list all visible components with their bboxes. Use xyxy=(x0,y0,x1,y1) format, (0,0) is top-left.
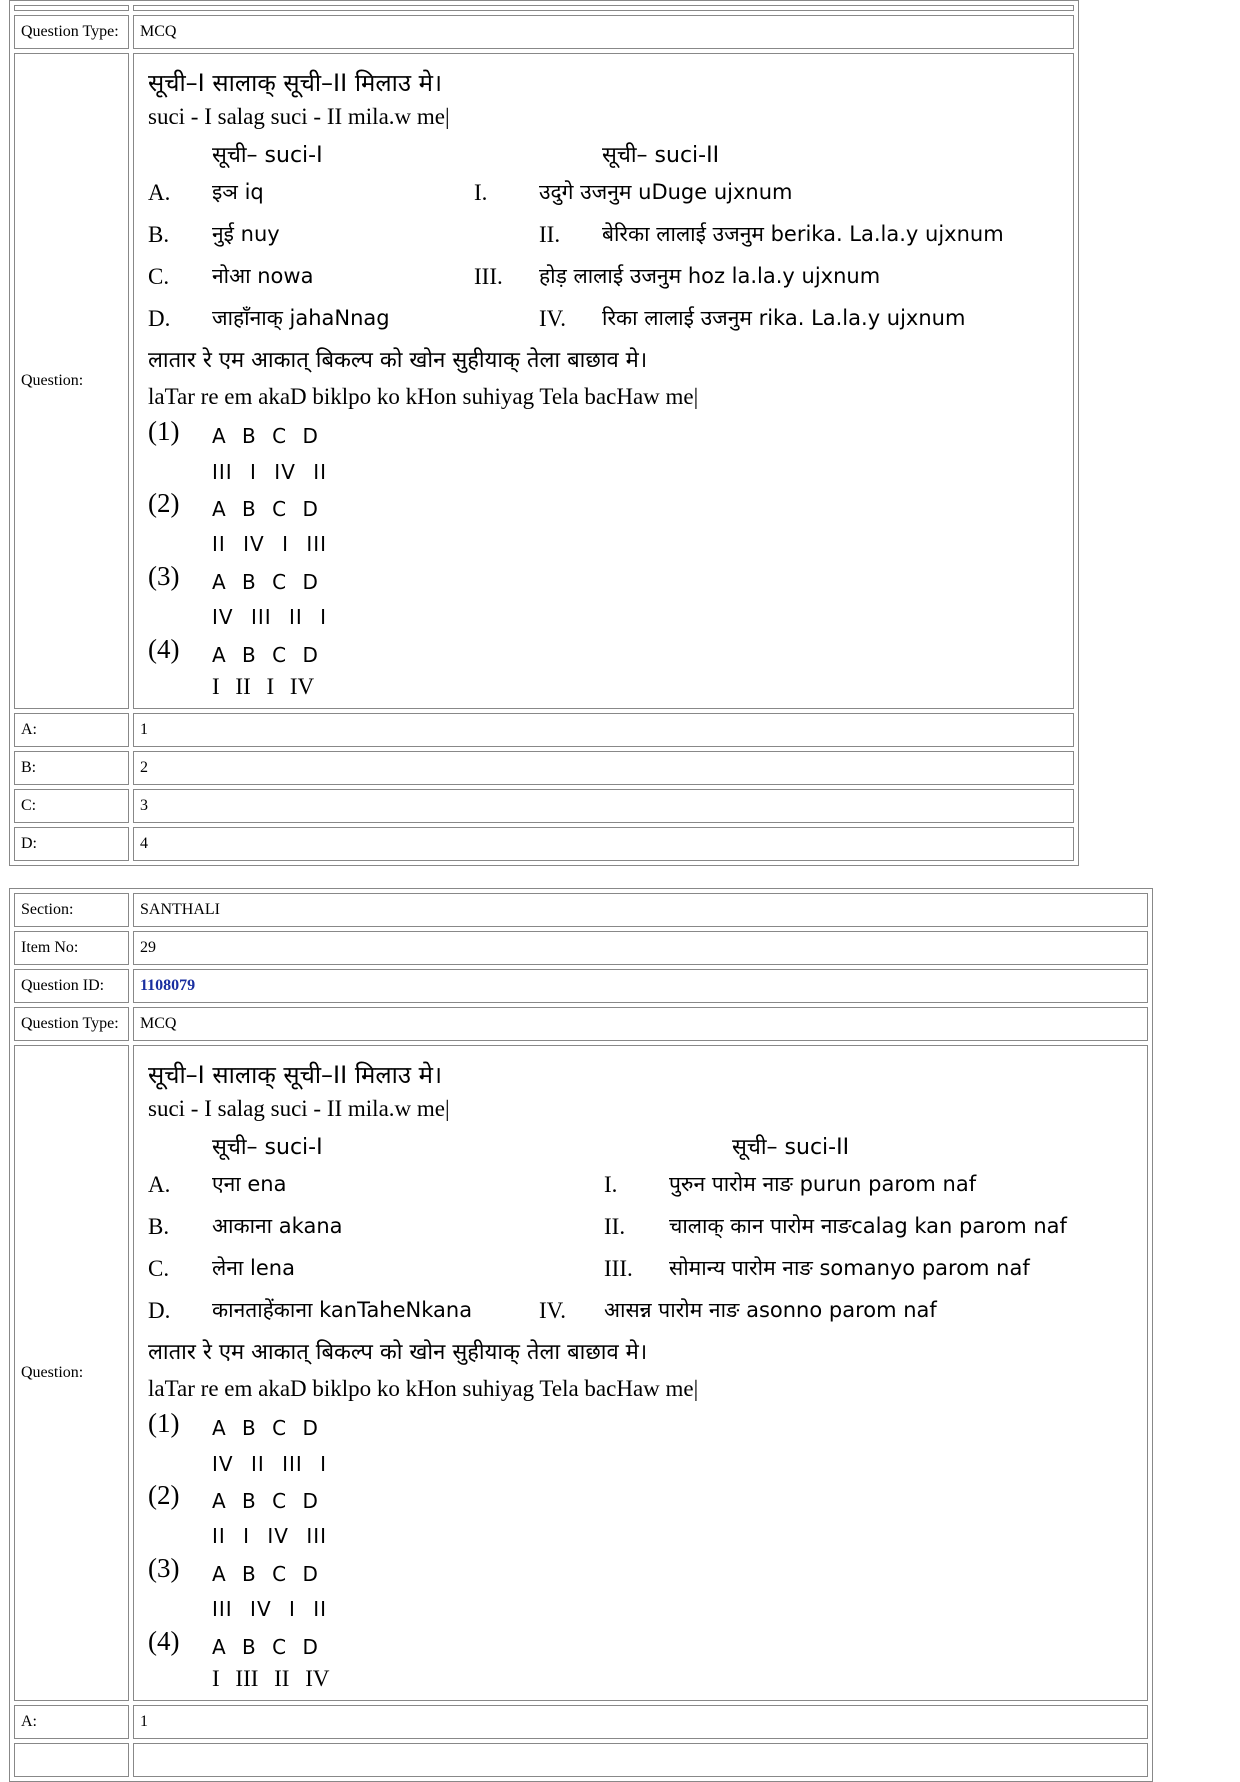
answer-a-label: A: xyxy=(14,713,129,747)
list-heading-devanagari: सूची–I सालाक् सूची–II मिलाउ मे। xyxy=(148,1061,443,1089)
option-header: A B C D xyxy=(212,1562,319,1586)
row-roman: III. xyxy=(604,1256,633,1281)
row-right: होड़ लालाई उजनुम hoz la.la.y ujxnum xyxy=(539,264,881,288)
row-left: नुई nuy xyxy=(212,222,280,246)
row-roman: I. xyxy=(474,180,488,205)
section-value: SANTHALI xyxy=(133,893,1148,927)
option-values: III I IV II xyxy=(212,460,328,484)
row-roman: III. xyxy=(474,264,503,289)
question-id-value: 1108079 xyxy=(133,969,1148,1003)
option-values: II IV I III xyxy=(212,532,328,556)
option-number: (3) xyxy=(148,561,180,591)
option-number: (2) xyxy=(148,488,180,518)
option-values: III IV I II xyxy=(212,1597,328,1621)
option-number: (4) xyxy=(148,634,180,664)
row-right: बेरिका लालाई उजनुम berika. La.la.y ujxnum xyxy=(602,222,1004,246)
answer-c-label: C: xyxy=(14,789,129,823)
row-key: C. xyxy=(148,1256,170,1281)
row-right: उदुगे उजनुम uDuge ujxnum xyxy=(539,180,793,204)
answer-a-label: A: xyxy=(14,1705,129,1739)
row-key: B. xyxy=(148,222,170,247)
option-header: A B C D xyxy=(212,1416,319,1440)
option-header: A B C D xyxy=(212,570,319,594)
row-right: चालाक् कान पारोम नाङcalag kan parom naf xyxy=(669,1214,1067,1238)
list-1-title: सूची– suci-I xyxy=(212,143,323,168)
row-left: लेना lena xyxy=(212,1256,295,1280)
option-values: II I IV III xyxy=(212,1524,328,1548)
answer-a-value: 1 xyxy=(133,713,1074,747)
item-no-value: 29 xyxy=(133,931,1148,965)
cut-off-row-value xyxy=(133,5,1074,11)
question-label: Question: xyxy=(14,1045,129,1701)
list-heading-roman: suci - I salag suci - II mila.w me| xyxy=(148,1096,450,1121)
list-heading-devanagari: सूची–I सालाक् सूची–II मिलाउ मे। xyxy=(148,69,443,97)
section-label: Section: xyxy=(14,893,129,927)
option-number: (2) xyxy=(148,1480,180,1510)
option-values: IV II III I xyxy=(212,1452,328,1476)
row-roman: IV. xyxy=(539,1298,567,1323)
answer-d-label: D: xyxy=(14,827,129,861)
row-key: D. xyxy=(148,1298,171,1323)
row-left: कानताहेंकाना kanTaheNkana xyxy=(212,1298,473,1322)
option-number: (4) xyxy=(148,1626,180,1656)
instruction-devanagari: लातार रे एम आकात् बिकल्प को खोन सुहीयाक् तेला बाछाव मे। xyxy=(148,1340,648,1365)
row-left: आकाना akana xyxy=(212,1214,343,1238)
question-label: Question: xyxy=(14,53,129,709)
cut-off-row-value xyxy=(133,1743,1148,1777)
row-left: नोआ nowa xyxy=(212,264,314,288)
question-type-value: MCQ xyxy=(133,1007,1148,1041)
cut-off-row xyxy=(14,5,129,11)
row-right: पुरुन पारोम नाङ purun parom naf xyxy=(669,1172,977,1196)
row-key: B. xyxy=(148,1214,170,1239)
row-right: सोमान्य पारोम नाङ somanyo parom naf xyxy=(669,1256,1030,1280)
question-type-value: MCQ xyxy=(133,15,1074,49)
question-body xyxy=(133,53,1074,709)
row-roman: IV. xyxy=(539,306,567,331)
row-key: A. xyxy=(148,1172,171,1197)
option-header: A B C D xyxy=(212,1635,319,1659)
answer-b-label: B: xyxy=(14,751,129,785)
row-right: रिका लालाई उजनुम rika. La.la.y ujxnum xyxy=(602,306,966,330)
option-header: A B C D xyxy=(212,424,319,448)
question-id-label: Question ID: xyxy=(14,969,129,1003)
question-table-2 xyxy=(9,888,1153,1782)
option-number: (1) xyxy=(148,416,180,446)
list-1-title: सूची– suci-I xyxy=(212,1135,323,1160)
option-header: A B C D xyxy=(212,643,319,667)
instruction-roman: laTar re em akaD biklpo ko kHon suhiyag Tela bacHaw me| xyxy=(148,384,699,409)
row-left: जाहाँनाक् jahaNnag xyxy=(212,306,390,330)
list-heading-roman: suci - I salag suci - II mila.w me| xyxy=(148,104,450,129)
question-type-label: Question Type: xyxy=(14,15,129,49)
option-values: IV III II I xyxy=(212,605,328,629)
row-key: C. xyxy=(148,264,170,289)
option-header: A B C D xyxy=(212,1489,319,1513)
row-left: इञ iq xyxy=(212,180,264,204)
option-values: I II I IV xyxy=(212,674,315,699)
row-key: A. xyxy=(148,180,171,205)
row-roman: I. xyxy=(604,1172,618,1197)
answer-c-value: 3 xyxy=(133,789,1074,823)
answer-b-value: 2 xyxy=(133,751,1074,785)
row-key: D. xyxy=(148,306,171,331)
question-table-1 xyxy=(9,0,1079,866)
row-roman: II. xyxy=(539,222,561,247)
list-2-title: सूची– suci-II xyxy=(602,143,720,168)
instruction-devanagari: लातार रे एम आकात् बिकल्प को खोन सुहीयाक् तेला बाछाव मे। xyxy=(148,348,648,373)
row-left: एना ena xyxy=(212,1172,287,1196)
question-body xyxy=(133,1045,1148,1701)
row-roman: II. xyxy=(604,1214,626,1239)
question-type-label: Question Type: xyxy=(14,1007,129,1041)
answer-a-value: 1 xyxy=(133,1705,1148,1739)
option-number: (1) xyxy=(148,1408,180,1438)
option-values: I III II IV xyxy=(212,1666,330,1691)
instruction-roman: laTar re em akaD biklpo ko kHon suhiyag Tela bacHaw me| xyxy=(148,1376,699,1401)
row-right: आसन्न पारोम नाङ asonno parom naf xyxy=(604,1298,937,1322)
cut-off-row xyxy=(14,1743,129,1777)
answer-d-value: 4 xyxy=(133,827,1074,861)
list-2-title: सूची– suci-II xyxy=(732,1135,850,1160)
option-number: (3) xyxy=(148,1553,180,1583)
item-no-label: Item No: xyxy=(14,931,129,965)
option-header: A B C D xyxy=(212,497,319,521)
